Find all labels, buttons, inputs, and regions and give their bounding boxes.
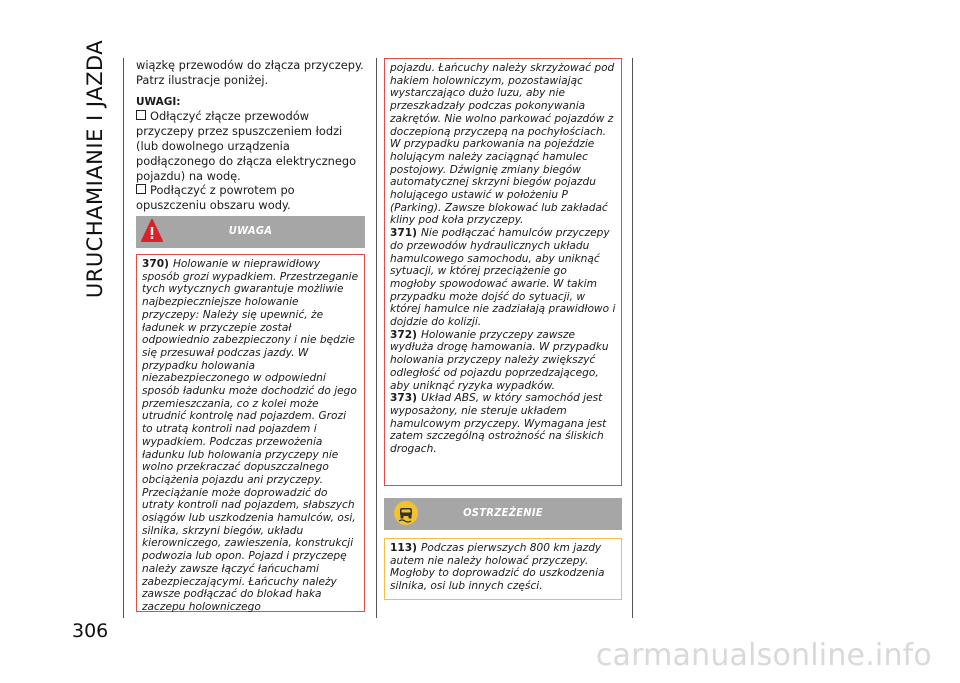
item-number: 373)	[390, 392, 417, 405]
page-number: 306	[72, 620, 109, 642]
item-number: 370)	[142, 258, 169, 270]
notes-heading: UWAGI:	[136, 95, 181, 108]
warning-box	[136, 254, 365, 612]
warning-item	[390, 329, 616, 393]
item-text: Podczas pierwszych 800 km jazdy autem nie należy holować przyczepy. Mogłoby to doprowadzić do uszkodzenia silnika, osi lub innych części.	[390, 542, 605, 593]
item-number: 371)	[390, 227, 417, 240]
note-item	[136, 183, 366, 213]
warning-banner	[136, 216, 365, 248]
column-divider	[376, 58, 377, 618]
warning-banner-label: UWAGA	[228, 224, 273, 237]
checkbox-icon	[136, 184, 146, 194]
intro-text: wiązkę przewodów do złącza przyczepy. Patrz ilustracje poniżej.	[136, 58, 364, 87]
note-text: Podłączyć z powrotem po opuszczeniu obszaru wody.	[136, 183, 295, 213]
item-text: Holowanie w nieprawidłowy sposób grozi wypadkiem. Przestrzeganie tych wytycznych gwarantuje możliwie najbezpieczniejsze holowanie przyczepy: Należy się upewnić, że ładunek w przyczepie został odpowiednio zabezpieczony i nie będzie się przesuwał podczas jazdy. W przypadku holowania niezabezpieczonego w odpowiedni sposób ładunku może dochodzić do jego przemieszczania, co z kolei może utrudnić kontrolę nad pojazdem. Grozi to utratą kontroli nad pojazdem i wypadkiem. Podczas przewożenia ładunku lub holowania przyczepy nie wolno przekraczać dopuszczalnego obciążenia pojazdu ani przyczepy. Przeciążanie może doprowadzić do utraty kontroli nad pojazdem, słabszych osiągów lub uszkodzenia hamulców, osi, silnika, skrzyni biegów, układu kierowniczego, zawieszenia, konstrukcji podwozia lub opon. Pojazd i przyczepę należy zawsze łączyć łańcuchami zabezpieczającymi. Łańcuchy należy zawsze podłączać do blokad haka zaczepu holowniczego	[142, 258, 359, 613]
item-number: 113)	[390, 542, 417, 554]
item-text: Układ ABS, w który samochód jest wyposażony, nie steruje układem hamulcowym przyczepy. Wymagana jest zatem szczególną ostrożność na śliskich drogach.	[390, 392, 607, 456]
warning-item	[142, 258, 359, 614]
car-skid-icon	[393, 500, 419, 530]
item-text: Holowanie przyczepy zawsze wydłuża drogę hamowania. W przypadku holowania przyczepy należy zwiększyć odległość od pojazdu poprzedzającego, aby uniknąć ryzyka wypadków.	[390, 328, 609, 392]
warning-continuation: pojazdu. Łańcuchy należy skrzyżować pod hakiem holowniczym, pozostawiając wystarczająco dużo luzu, aby nie przeszkadzały podczas pokonywania zakrętów. Nie wolno parkować pojazdów z doczepioną przyczepą na pochyłościach. W przypadku parkowania na pojeździe holującym należy zaciągnąć hamulec postojowy. Dźwignię zmiany biegów automatycznej skrzyni biegów pojazdu holującego ustawić w położeniu P (Parking). Zawsze blokować lub zakładać kliny pod koła przyczepy.	[390, 62, 615, 227]
left-column	[136, 58, 366, 213]
item-text: Nie podłączać hamulców przyczepy do przewodów hydraulicznych układu hamulcowego samochodu, aby uniknąć sytuacji, w której przeciążenie go mogłoby spowodować awarie. W takim przypadku może dojść do sytuacji, w której hamulce nie zadziałają prawidłowo i dojdzie do kolizji.	[390, 227, 616, 329]
warning-item	[390, 392, 616, 456]
item-number: 372)	[390, 328, 417, 341]
chapter-title-text: URUCHAMIANIE I JAZDA	[83, 39, 107, 299]
notice-banner	[384, 498, 622, 530]
watermark: carmanualsonline.info	[595, 638, 932, 673]
warning-item	[390, 227, 616, 329]
chapter-side-title	[75, 24, 115, 314]
note-text: Odłączyć złącze przewodów przyczepy przez spuszczeniem łodzi (lub dowolnego urządzenia podłączonego do złącza elektrycznego pojazdu) na wodę.	[136, 109, 357, 183]
warning-triangle-icon	[141, 219, 163, 247]
warning-box-continued	[384, 58, 622, 486]
notice-box	[384, 538, 622, 600]
checkbox-icon	[136, 110, 146, 120]
notice-banner-label: OSTRZEŻENIE	[463, 506, 543, 519]
column-divider	[632, 58, 633, 618]
notice-item	[390, 542, 616, 593]
note-item	[136, 109, 366, 183]
column-divider	[123, 58, 124, 618]
